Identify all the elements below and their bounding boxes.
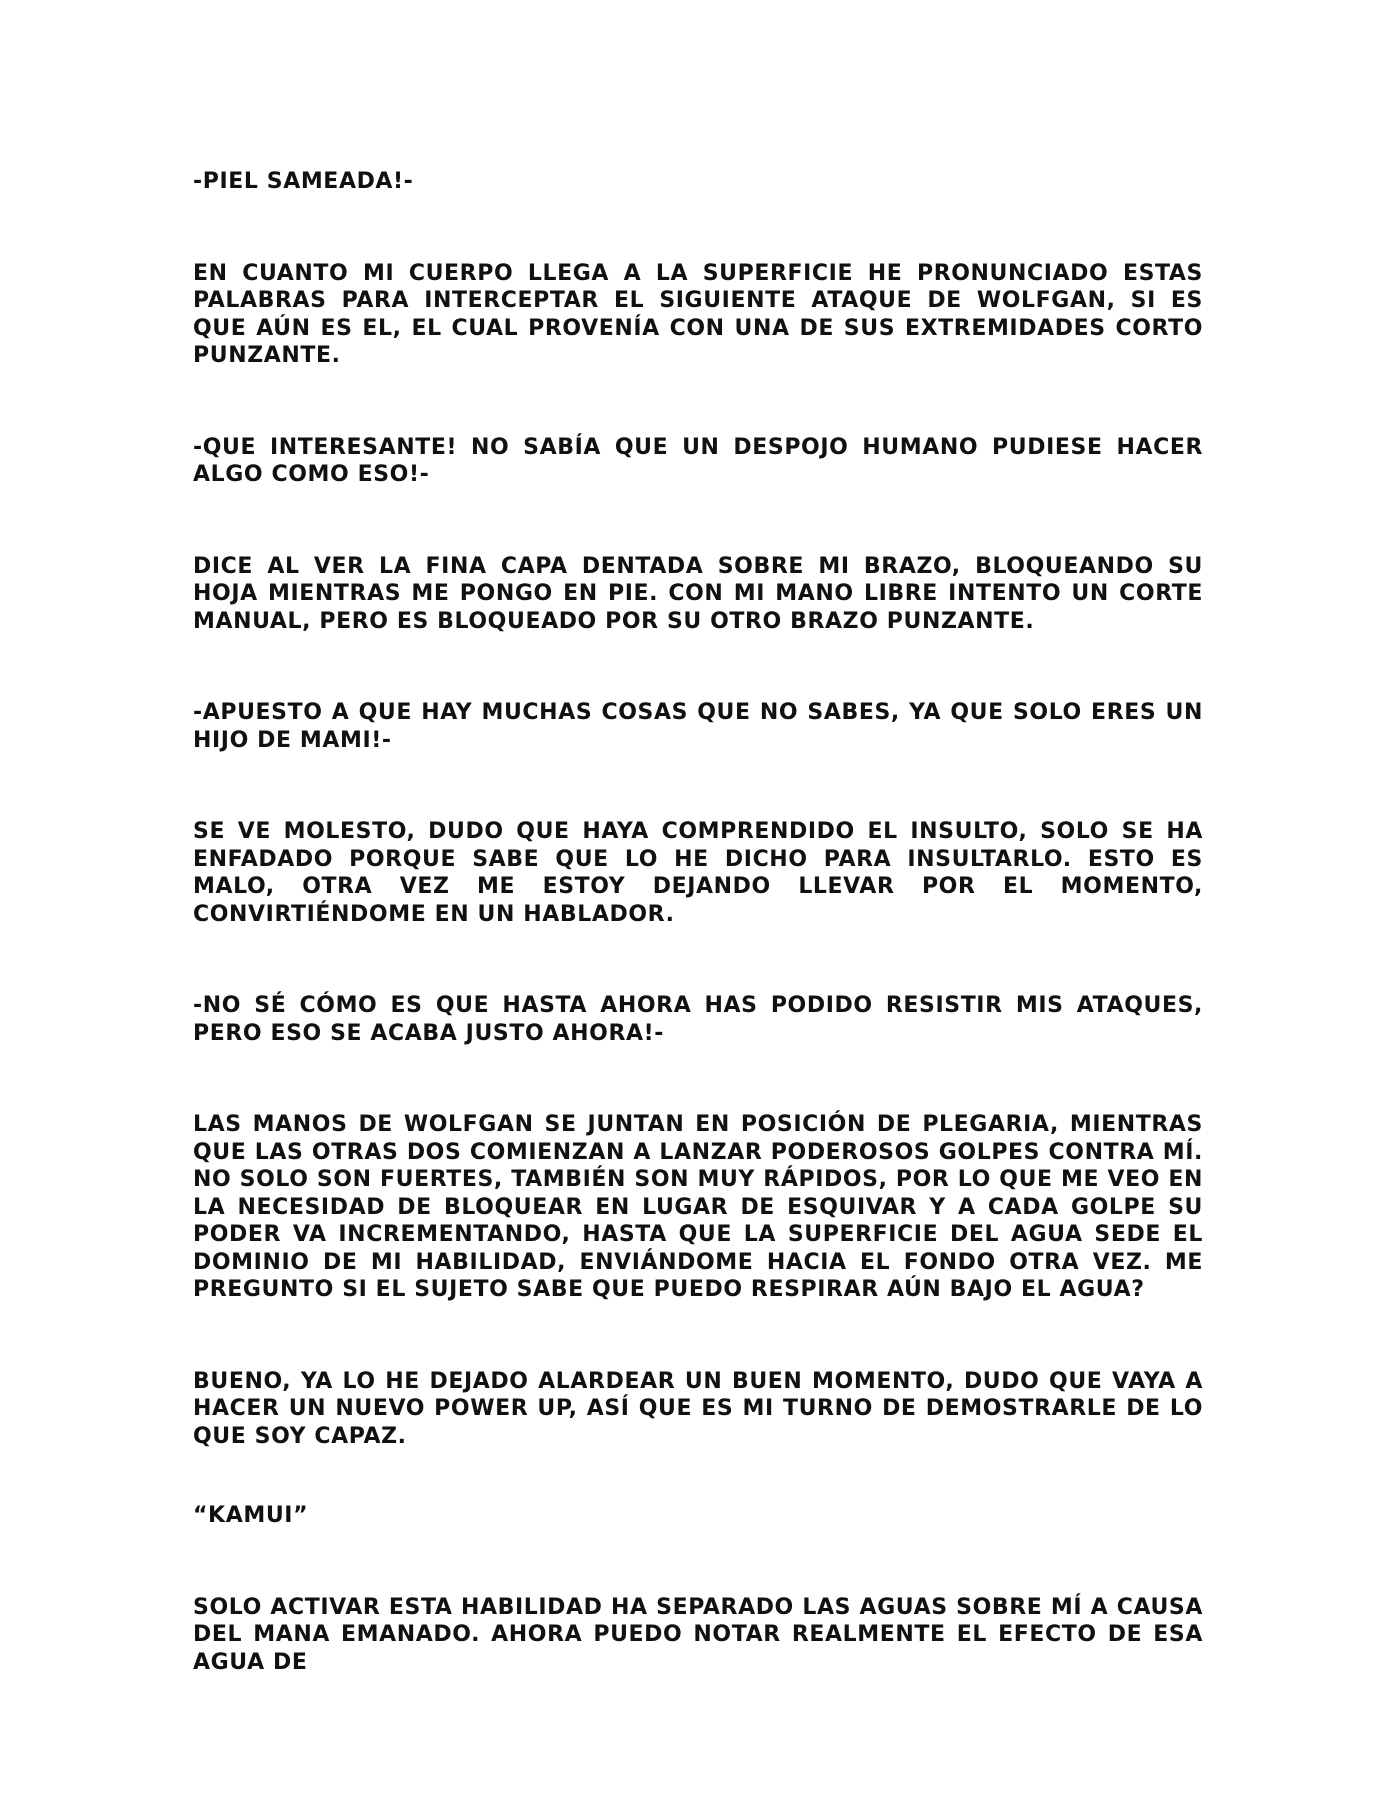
paragraph-10: “KAMUI”: [193, 1503, 309, 1528]
paragraph-8: LAS MANOS DE WOLFGAN SE JUNTAN EN POSICIÓN DE PLEGARIA, MIENTRAS QUE LAS OTRAS DOS COMIENZAN A LANZAR PODEROSOS GOLPES CONTRA MÍ. NO SOLO SON FUERTES, TAMBIÉN SON MUY RÁPIDOS, POR LO QUE ME VEO EN LA NECESIDAD DE BLOQUEAR EN LUGAR DE ESQUIVAR Y A CADA GOLPE SU PODER VA INCREMENTANDO, HASTA QUE LA SUPERFICIE DEL AGUA SEDE EL DOMINIO DE MI HABILIDAD, ENVIÁNDOME HACIA EL FONDO OTRA VEZ. ME PREGUNTO SI EL SUJETO SABE QUE PUEDO RESPIRAR AÚN BAJO EL AGUA?: [193, 1112, 1203, 1302]
paragraph-6: SE VE MOLESTO, DUDO QUE HAYA COMPRENDIDO EL INSULTO, SOLO SE HA ENFADADO PORQUE SABE QUE LO HE DICHO PARA INSULTARLO. ESTO ES MALO, OTRA VEZ ME ESTOY DEJANDO LLEVAR POR EL MOMENTO, CONVIRTIÉNDOME EN UN HABLADOR.: [193, 819, 1203, 927]
paragraph-3: -QUE INTERESANTE! NO SABÍA QUE UN DESPOJO HUMANO PUDIESE HACER ALGO COMO ESO!-: [193, 434, 1203, 487]
paragraph-4: DICE AL VER LA FINA CAPA DENTADA SOBRE MI BRAZO, BLOQUEANDO SU HOJA MIENTRAS ME PONGO EN PIE. CON MI MANO LIBRE INTENTO UN CORTE MANUAL, PERO ES BLOQUEADO POR SU OTRO BRAZO PUNZANTE.: [193, 553, 1203, 634]
paragraph-1: -PIEL SAMEADA!-: [193, 169, 414, 194]
document-body: [193, 168, 1203, 1676]
paragraph-5: -APUESTO A QUE HAY MUCHAS COSAS QUE NO SABES, YA QUE SOLO ERES UN HIJO DE MAMI!-: [193, 700, 1203, 753]
paragraph-7: -NO SÉ CÓMO ES QUE HASTA AHORA HAS PODIDO RESISTIR MIS ATAQUES, PERO ESO SE ACABA JUSTO AHORA!-: [193, 993, 1203, 1046]
paragraph-9: BUENO, YA LO HE DEJADO ALARDEAR UN BUEN MOMENTO, DUDO QUE VAYA A HACER UN NUEVO POWER UP, ASÍ QUE ES MI TURNO DE DEMOSTRARLE DE LO QUE SOY CAPAZ.: [193, 1368, 1203, 1449]
paragraph-11: SOLO ACTIVAR ESTA HABILIDAD HA SEPARADO LAS AGUAS SOBRE MÍ A CAUSA DEL MANA EMANADO. AHORA PUEDO NOTAR REALMENTE EL EFECTO DE ESA AGUA DE: [193, 1594, 1203, 1675]
paragraph-2: EN CUANTO MI CUERPO LLEGA A LA SUPERFICIE HE PRONUNCIADO ESTAS PALABRAS PARA INTERCEPTAR EL SIGUIENTE ATAQUE DE WOLFGAN, SI ES QUE AÚN ES EL, EL CUAL PROVENÍA CON UNA DE SUS EXTREMIDADES CORTO PUNZANTE.: [193, 260, 1203, 368]
